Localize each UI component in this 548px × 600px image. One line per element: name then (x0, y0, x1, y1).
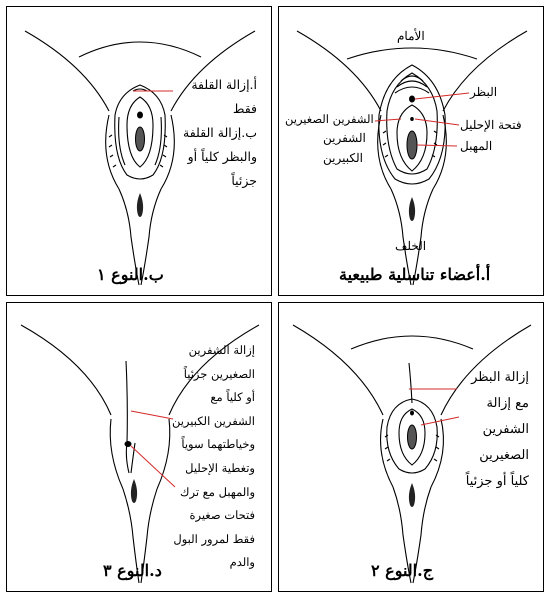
urethra-mark (410, 117, 414, 121)
urethra-opening-mark (125, 441, 132, 447)
labia-pointer (131, 411, 173, 419)
type-3-description: إزالة الشفرين الصغيرين جزئياً أو كلياً مع الشفرين الكبيرين وخياطتهما سوياً وتغطية الإحليل والمهبل مع ترك فتحات صغيرة فقط لمرور البول والدم (171, 343, 255, 570)
panel-type-1 (6, 6, 272, 296)
anus-mark (131, 479, 137, 503)
label-labia-majora-2: الكبيرين (323, 151, 363, 165)
vaginal-opening-mark (408, 425, 417, 449)
vaginal-opening-mark (136, 127, 145, 151)
vaginal-opening-mark (407, 131, 417, 159)
label-vagina: المهبل (460, 139, 493, 153)
normal-anatomy-title: أ.أعضاء تناسلية طبيعية (339, 265, 491, 284)
panel-type-3 (6, 302, 272, 592)
label-back: الخلف (395, 239, 427, 253)
type-1-description: أ.إزالة القلفة فقط ب.إزالة القلفة والبظر كلياً أو جزئياً (183, 77, 257, 188)
type-1-title: ب.النوع ١ (97, 265, 164, 284)
labia-minora-pointer (421, 417, 459, 425)
type-2-title: ج.النوع ٢ (371, 561, 434, 580)
anus-mark (137, 193, 143, 217)
label-clitoris: البظر (470, 85, 498, 99)
urethra-mark (410, 411, 414, 416)
type-3-title: د.النوع ٣ (103, 561, 162, 580)
label-front: الأمام (397, 29, 425, 43)
panel-type-2 (278, 302, 544, 592)
clitoris-mark (409, 96, 415, 103)
anus-mark (409, 483, 415, 507)
label-urethra: فتحة الإحليل (460, 118, 522, 132)
type-2-description: إزالة البظر مع إزالة الشفرين الصغيرين كلياً أو جزئياً (465, 370, 529, 489)
panel-normal (278, 6, 544, 296)
label-labia-majora-1: الشفرين (323, 131, 366, 145)
anus-mark (409, 197, 415, 221)
clitoris-mark (137, 112, 143, 119)
vagina-pointer (417, 145, 457, 146)
clitoris-pointer (415, 93, 469, 99)
label-labia-minora: الشفرين الصغيرين (285, 112, 374, 126)
